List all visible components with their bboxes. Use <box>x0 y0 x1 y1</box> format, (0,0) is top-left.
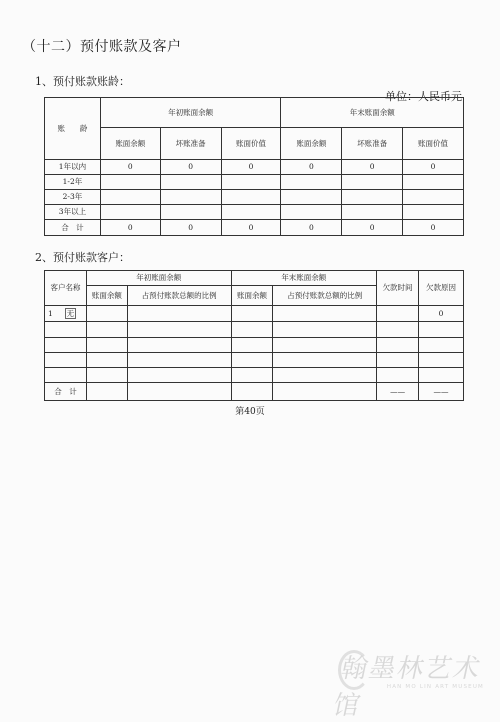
cell: 0 <box>342 160 403 175</box>
owe-time-dash: —— <box>377 383 419 401</box>
cell: 0 <box>281 220 342 236</box>
section-title: （十二）预付账款及客户 <box>22 39 182 55</box>
watermark-logo <box>330 648 488 721</box>
cell <box>403 190 464 205</box>
row-label: 1-2年 <box>45 175 101 190</box>
customer-name-header: 客户名称 <box>45 271 87 306</box>
cell: 0 <box>160 160 221 175</box>
cell <box>231 306 273 322</box>
opening-balance-header: 年初账面余额 <box>100 98 281 128</box>
table-row <box>45 306 464 322</box>
cell <box>281 175 342 190</box>
cell <box>127 306 231 322</box>
currency-unit: 单位：人民币元 <box>385 90 462 103</box>
closing-balance-header: 年末账面余额 <box>281 98 464 128</box>
col-header: 账面余额 <box>86 286 127 306</box>
customer-name: 无 <box>66 308 75 318</box>
cell <box>281 190 342 205</box>
table-row <box>45 205 464 220</box>
subsection-title-customers: 2、预付账款客户： <box>35 251 130 264</box>
table-row <box>45 160 464 175</box>
cell <box>160 205 221 220</box>
cell: 0 <box>403 160 464 175</box>
aging-table <box>44 97 464 236</box>
cell <box>100 190 160 205</box>
cell: 0 <box>342 220 403 236</box>
row-label: 合 计 <box>45 383 87 401</box>
table-row <box>45 175 464 190</box>
table-row <box>45 190 464 205</box>
cell <box>100 175 160 190</box>
cell <box>221 175 281 190</box>
col-header: 占预付账款总额的比例 <box>273 286 377 306</box>
owe-reason-dash: —— <box>419 383 464 401</box>
cell: 0 <box>100 220 160 236</box>
table-row <box>45 338 464 353</box>
col-header: 占预付账款总额的比例 <box>127 286 231 306</box>
table-row <box>45 322 464 338</box>
col-header: 账面价值 <box>403 128 464 160</box>
row-label: 3年以上 <box>45 205 101 220</box>
cell: 0 <box>403 220 464 236</box>
cell <box>403 205 464 220</box>
cell <box>342 175 403 190</box>
opening-balance-header: 年初账面余额 <box>86 271 231 286</box>
cell <box>160 175 221 190</box>
watermark-text: 翰墨林艺术馆 <box>330 654 485 721</box>
cell: 0 <box>281 160 342 175</box>
row-label: 合 计 <box>45 220 101 236</box>
col-header: 坏账准备 <box>342 128 403 160</box>
customer-name-cell <box>45 306 87 322</box>
owe-reason-header: 欠款原因 <box>419 271 464 306</box>
page-number: 第40页 <box>235 407 265 417</box>
cell <box>221 205 281 220</box>
row-index: 1 <box>48 308 53 318</box>
age-header: 账 龄 <box>45 98 101 160</box>
table-row <box>45 353 464 368</box>
cell <box>403 175 464 190</box>
cell <box>273 306 377 322</box>
owe-time-header: 欠款时间 <box>377 271 419 306</box>
cell: 0 <box>221 220 281 236</box>
table-row <box>45 368 464 383</box>
cell <box>86 306 127 322</box>
col-header: 账面余额 <box>100 128 160 160</box>
cell: 0 <box>100 160 160 175</box>
cell <box>281 205 342 220</box>
cell <box>377 306 419 322</box>
row-label: 1年以内 <box>45 160 101 175</box>
cell <box>100 205 160 220</box>
col-header: 账面价值 <box>221 128 281 160</box>
cell <box>160 190 221 205</box>
watermark-subtext: HAN MO LIN ART MUSEUM <box>386 684 484 690</box>
subsection-title-aging: 1、预付账款账龄： <box>35 75 130 88</box>
cell: 0 <box>221 160 281 175</box>
cell: 0 <box>160 220 221 236</box>
cell <box>342 190 403 205</box>
col-header: 账面余额 <box>231 286 273 306</box>
col-header: 账面余额 <box>281 128 342 160</box>
total-row <box>45 383 464 401</box>
owe-reason-cell: 0 <box>419 306 464 322</box>
closing-balance-header: 年末账面余额 <box>231 271 377 286</box>
row-label: 2-3年 <box>45 190 101 205</box>
col-header: 坏账准备 <box>160 128 221 160</box>
cell <box>342 205 403 220</box>
total-row <box>45 220 464 236</box>
cell <box>221 190 281 205</box>
customer-table <box>44 270 464 401</box>
